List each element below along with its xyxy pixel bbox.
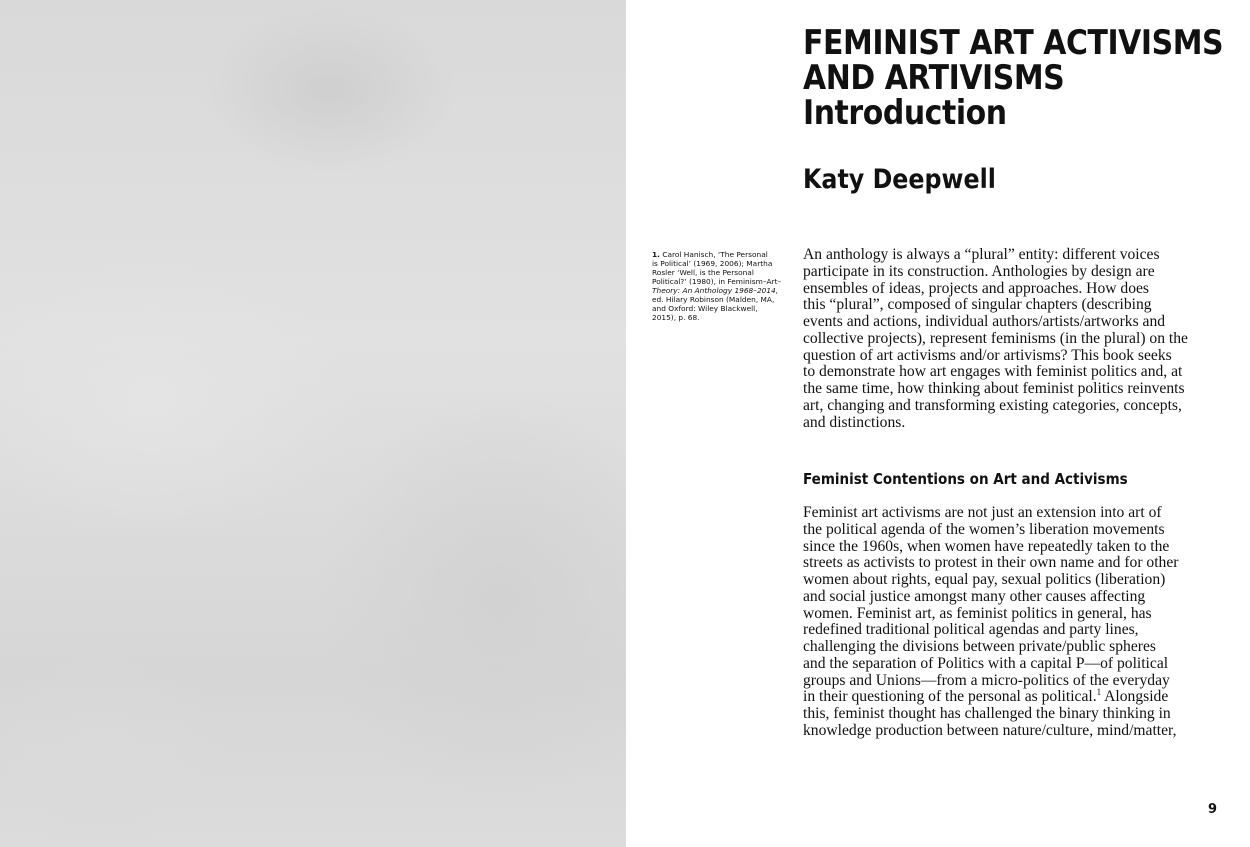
paragraph-contentions [803, 505, 1223, 740]
title-line: FEMINIST ART ACTIVISMS [803, 23, 1224, 63]
footnote-reference[interactable]: 1 [1096, 687, 1102, 698]
text-line: groups and Unions—from a micro-politics of the everyday [803, 671, 1170, 689]
text-line: Feminist art activisms are not just an extension into art of [803, 504, 1162, 521]
chapter-title [803, 23, 1224, 133]
paragraph-intro [803, 247, 1223, 431]
title-line: Introduction [803, 93, 1007, 133]
text-line: and the separation of Politics with a capital P—of political [803, 654, 1169, 672]
text-line: to demonstrate how art engages with feminist politics and, at [803, 363, 1183, 381]
footnote-line: and Oxford: Wiley Blackwell, [652, 304, 758, 313]
text-line: challenging the divisions between private/public spheres [803, 638, 1156, 655]
text-line: this “plural”, composed of singular chapters (describing [803, 296, 1152, 314]
page-number: 9 [1208, 802, 1218, 817]
text-line: and distinctions. [803, 413, 906, 431]
text-line: this, feminist thought has challenged the binary thinking in [803, 705, 1171, 722]
text-line: question of art activisms and/or artivisms? This book seeks [803, 346, 1172, 364]
text-line: since the 1960s, when women have repeatedly taken to the [803, 537, 1170, 555]
text-line: events and actions, individual authors/artists/artworks and [803, 313, 1166, 330]
text-line: collective projects), represent feminisms (in the plural) on the [803, 329, 1188, 347]
footnote-line: Theory: An Anthology 1968–2014, [652, 286, 779, 295]
text-line: and social justice amongst many other causes affecting [803, 587, 1146, 605]
text-line: An anthology is always a “plural” entity: different voices [803, 246, 1160, 263]
footnote-line: is Political’ (1969, 2006); Martha [652, 259, 773, 268]
text-line: the same time, how thinking about feminist politics reinvents [803, 380, 1185, 397]
text-line-part: Alongside [1101, 688, 1169, 706]
footnote [652, 250, 782, 322]
author-name: Katy Deepwell [803, 164, 996, 195]
text-line-part: in their questioning of the personal as political. [803, 688, 1097, 706]
footnote-line: Political?’ (1980), in Feminism–Art– [652, 277, 782, 286]
text-line [803, 689, 1223, 706]
text-line: ensembles of ideas, projects and approaches. How does [803, 279, 1149, 297]
text-line: knowledge production between nature/culture, mind/matter, [803, 721, 1177, 739]
footnote-line: 2015), p. 68. [652, 313, 700, 322]
text-line: art, changing and transforming existing categories, concepts, [803, 396, 1182, 414]
footnote-line: Rosler ‘Well, is the Personal [652, 268, 754, 277]
section-heading: Feminist Contentions on Art and Activisms [803, 470, 1128, 488]
text-line: streets as activists to protest in their own name and for other [803, 554, 1179, 572]
text-line: the political agenda of the women’s liberation movements [803, 520, 1165, 538]
text-line: redefined traditional political agendas and party lines, [803, 621, 1139, 639]
footnote-line: ed. Hilary Robinson (Malden, MA, [652, 295, 775, 304]
text-line: women about rights, equal pay, sexual politics (liberation) [803, 571, 1166, 588]
title-line: AND ARTIVISMS [803, 58, 1065, 98]
text-line: women. Feminist art, as feminist politics in general, has [803, 604, 1152, 622]
footnote-number: 1. [652, 250, 660, 259]
footnote-line: Carol Hanisch, ‘The Personal [662, 250, 768, 259]
text-line: participate in its construction. Anthologies by design are [803, 262, 1155, 280]
